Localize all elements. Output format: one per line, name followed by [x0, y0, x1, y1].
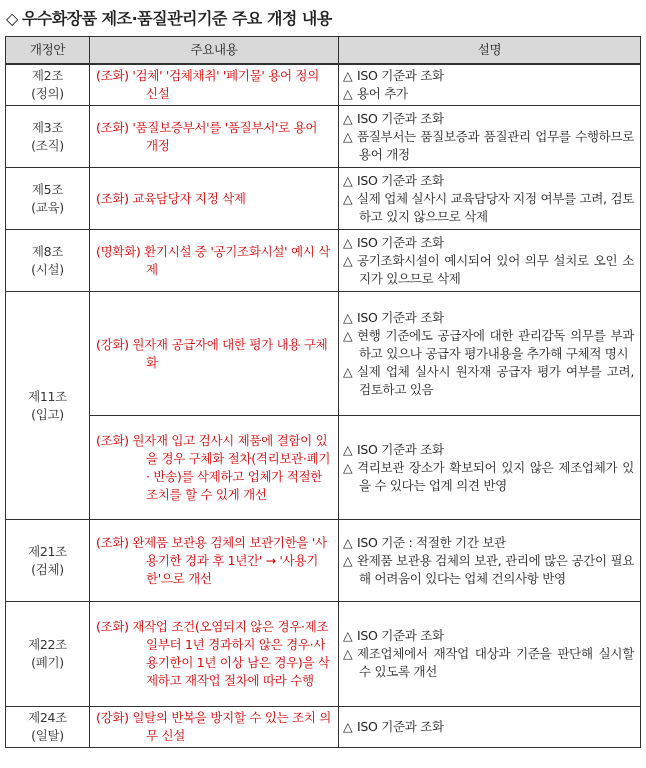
- description-cell: [339, 230, 641, 292]
- triangle-bullet-icon: △: [343, 252, 353, 268]
- main-content-text: (강화) 원자재 공급자에 대한 평가 내용 구체화: [96, 336, 328, 370]
- description-cell: [339, 707, 641, 748]
- diamond-outline-icon: ◇: [6, 9, 18, 28]
- main-content-cell: [90, 106, 339, 168]
- triangle-bullet-icon: △: [343, 363, 353, 379]
- article-number: 제5조: [31, 181, 64, 197]
- table-row: [6, 168, 641, 230]
- triangle-bullet-icon: △: [343, 309, 353, 325]
- triangle-bullet-icon: △: [343, 459, 353, 475]
- main-content-cell: [90, 230, 339, 292]
- description-item: △ ISO 기준과 조화: [343, 441, 444, 457]
- description-item: △ 실제 업체 실사시 교육담당자 지정 여부를 고려, 검토하고 있지 않으므로 삭제: [343, 190, 634, 224]
- article-subject: (폐기): [31, 655, 64, 670]
- description-item: △ ISO 기준과 조화: [343, 172, 444, 188]
- table-row: [6, 230, 641, 292]
- description-item: △ 공기조화시설이 예시되어 있어 의무 설치로 오인 소지가 있으므로 삭제: [343, 252, 634, 286]
- description-cell: [339, 106, 641, 168]
- description-cell: [339, 292, 641, 416]
- article-number: 제3조: [31, 119, 64, 135]
- triangle-bullet-icon: △: [343, 172, 353, 188]
- header-desc: 설명: [339, 37, 641, 65]
- header-article: 개정안: [6, 37, 90, 65]
- revision-table: [5, 36, 641, 748]
- table-row: [6, 520, 641, 602]
- description-cell: [339, 416, 641, 520]
- triangle-bullet-icon: △: [343, 719, 353, 734]
- article-cell: [6, 230, 90, 292]
- description-item: △ 제조업체에서 재작업 대상과 기준을 판단해 실시할 수 있도록 개선: [343, 646, 634, 679]
- description-item: △ ISO 기준과 조화: [343, 628, 444, 643]
- page-title: ◇ 우수화장품 제조·품질관리기준 주요 개정 내용: [6, 9, 332, 28]
- triangle-bullet-icon: △: [343, 534, 353, 550]
- table-row: [6, 64, 641, 106]
- description-item: △ ISO 기준과 조화: [343, 234, 444, 250]
- article-cell: [6, 602, 90, 707]
- main-content-cell: [90, 64, 339, 106]
- description-item: △ 용어 추가: [343, 86, 408, 101]
- triangle-bullet-icon: △: [343, 234, 353, 250]
- article-cell: [6, 707, 90, 748]
- table-header: [6, 37, 641, 65]
- description-item: △ ISO 기준과 조화: [343, 68, 444, 83]
- triangle-bullet-icon: △: [343, 646, 353, 661]
- article-subject: (조직): [31, 137, 64, 153]
- article-number: 제21조: [28, 543, 67, 559]
- article-subject: (일탈): [31, 728, 64, 743]
- article-number: 제22조: [28, 637, 67, 652]
- triangle-bullet-icon: △: [343, 327, 353, 343]
- main-content-cell: [90, 602, 339, 707]
- description-cell: [339, 520, 641, 602]
- description-item: △ ISO 기준과 조화: [343, 110, 444, 126]
- article-subject: (입고): [31, 406, 64, 422]
- description-item: △ 현행 기준에도 공급자에 대한 관리감독 의무를 부과하고 있으나 공급자 평가내용을 추가해 구체적 명시: [343, 327, 634, 361]
- description-item: △ 완제품 보관용 검체의 보관, 관리에 많은 공간이 필요해 어려움이 있다는 업체 건의사항 반영: [343, 552, 634, 586]
- table-row: [6, 106, 641, 168]
- table-row: [6, 707, 641, 748]
- main-content-text: (조화) 교육담당자 지정 삭제: [96, 190, 246, 206]
- description-cell: [339, 64, 641, 106]
- table-row: [6, 602, 641, 707]
- article-number: 제11조: [28, 388, 67, 404]
- article-subject: (교육): [31, 199, 64, 215]
- article-cell: [6, 168, 90, 230]
- main-content-text: (조화) 완제품 보관용 검체의 보관기한을 '사용기한 경과 후 1년간' → '사용기한'으로 개선: [96, 534, 327, 586]
- main-content-cell: [90, 168, 339, 230]
- table-row: [6, 292, 641, 416]
- article-cell: [6, 106, 90, 168]
- main-content-text: (명확화) 환기시설 중 '공기조화시설' 예시 삭제: [96, 243, 330, 277]
- description-item: △ 실제 업체 실사시 원자재 공급자 평가 여부를 고려, 검토하고 있음: [343, 363, 634, 397]
- description-item: △ 격리보관 장소가 확보되어 있지 않은 제조업체가 있을 수 있다는 업계 의견 반영: [343, 459, 634, 493]
- article-cell: [6, 520, 90, 602]
- article-cell: [6, 64, 90, 106]
- triangle-bullet-icon: △: [343, 68, 353, 83]
- description-item: △ ISO 기준과 조화: [343, 309, 444, 325]
- article-number: 제8조: [31, 243, 64, 259]
- main-content-cell: [90, 292, 339, 416]
- triangle-bullet-icon: △: [343, 110, 353, 126]
- description-cell: [339, 168, 641, 230]
- main-content-text: (조화) '품질보증부서'를 '품질부서'로 용어 개정: [96, 119, 318, 153]
- description-item: △ ISO 기준과 조화: [343, 719, 444, 734]
- article-subject: (시설): [31, 261, 64, 277]
- triangle-bullet-icon: △: [343, 190, 353, 206]
- triangle-bullet-icon: △: [343, 128, 353, 144]
- main-content-text: (조화) 재작업 조건(오염되지 않은 경우·제조일부터 1년 경과하지 않은 경우·사용기한이 1년 이상 남은 경우)을 삭제하고 재작업 절차에 따라 수행: [96, 619, 330, 688]
- article-subject: (정의): [31, 86, 64, 101]
- triangle-bullet-icon: △: [343, 628, 353, 643]
- main-content-cell: [90, 416, 339, 520]
- header-main: 주요내용: [90, 37, 339, 65]
- main-content-text: (조화) '검체' '검체채취' '폐기물' 용어 정의 신설: [96, 68, 319, 101]
- main-content-cell: [90, 707, 339, 748]
- article-number: 제2조: [31, 68, 64, 83]
- description-item: △ ISO 기준 : 적절한 기간 보관: [343, 534, 506, 550]
- triangle-bullet-icon: △: [343, 552, 353, 568]
- article-number: 제24조: [28, 710, 67, 725]
- main-content-text: (강화) 일탈의 반복을 방지할 수 있는 조치 의무 신설: [96, 710, 332, 743]
- triangle-bullet-icon: △: [343, 86, 353, 101]
- article-cell: [6, 292, 90, 520]
- main-content-text: (조화) 원자재 입고 검사시 제품에 결함이 있을 경우 구체화 절차(격리보관·폐기· 반송)를 삭제하고 업체가 적절한 조치를 할 수 있게 개선: [96, 432, 331, 502]
- main-content-cell: [90, 520, 339, 602]
- description-item: △ 품질부서는 품질보증과 품질관리 업무를 수행하므로 용어 개정: [343, 128, 634, 162]
- triangle-bullet-icon: △: [343, 441, 353, 457]
- table-row: [6, 416, 641, 520]
- description-cell: [339, 602, 641, 707]
- article-subject: (검체): [31, 561, 64, 577]
